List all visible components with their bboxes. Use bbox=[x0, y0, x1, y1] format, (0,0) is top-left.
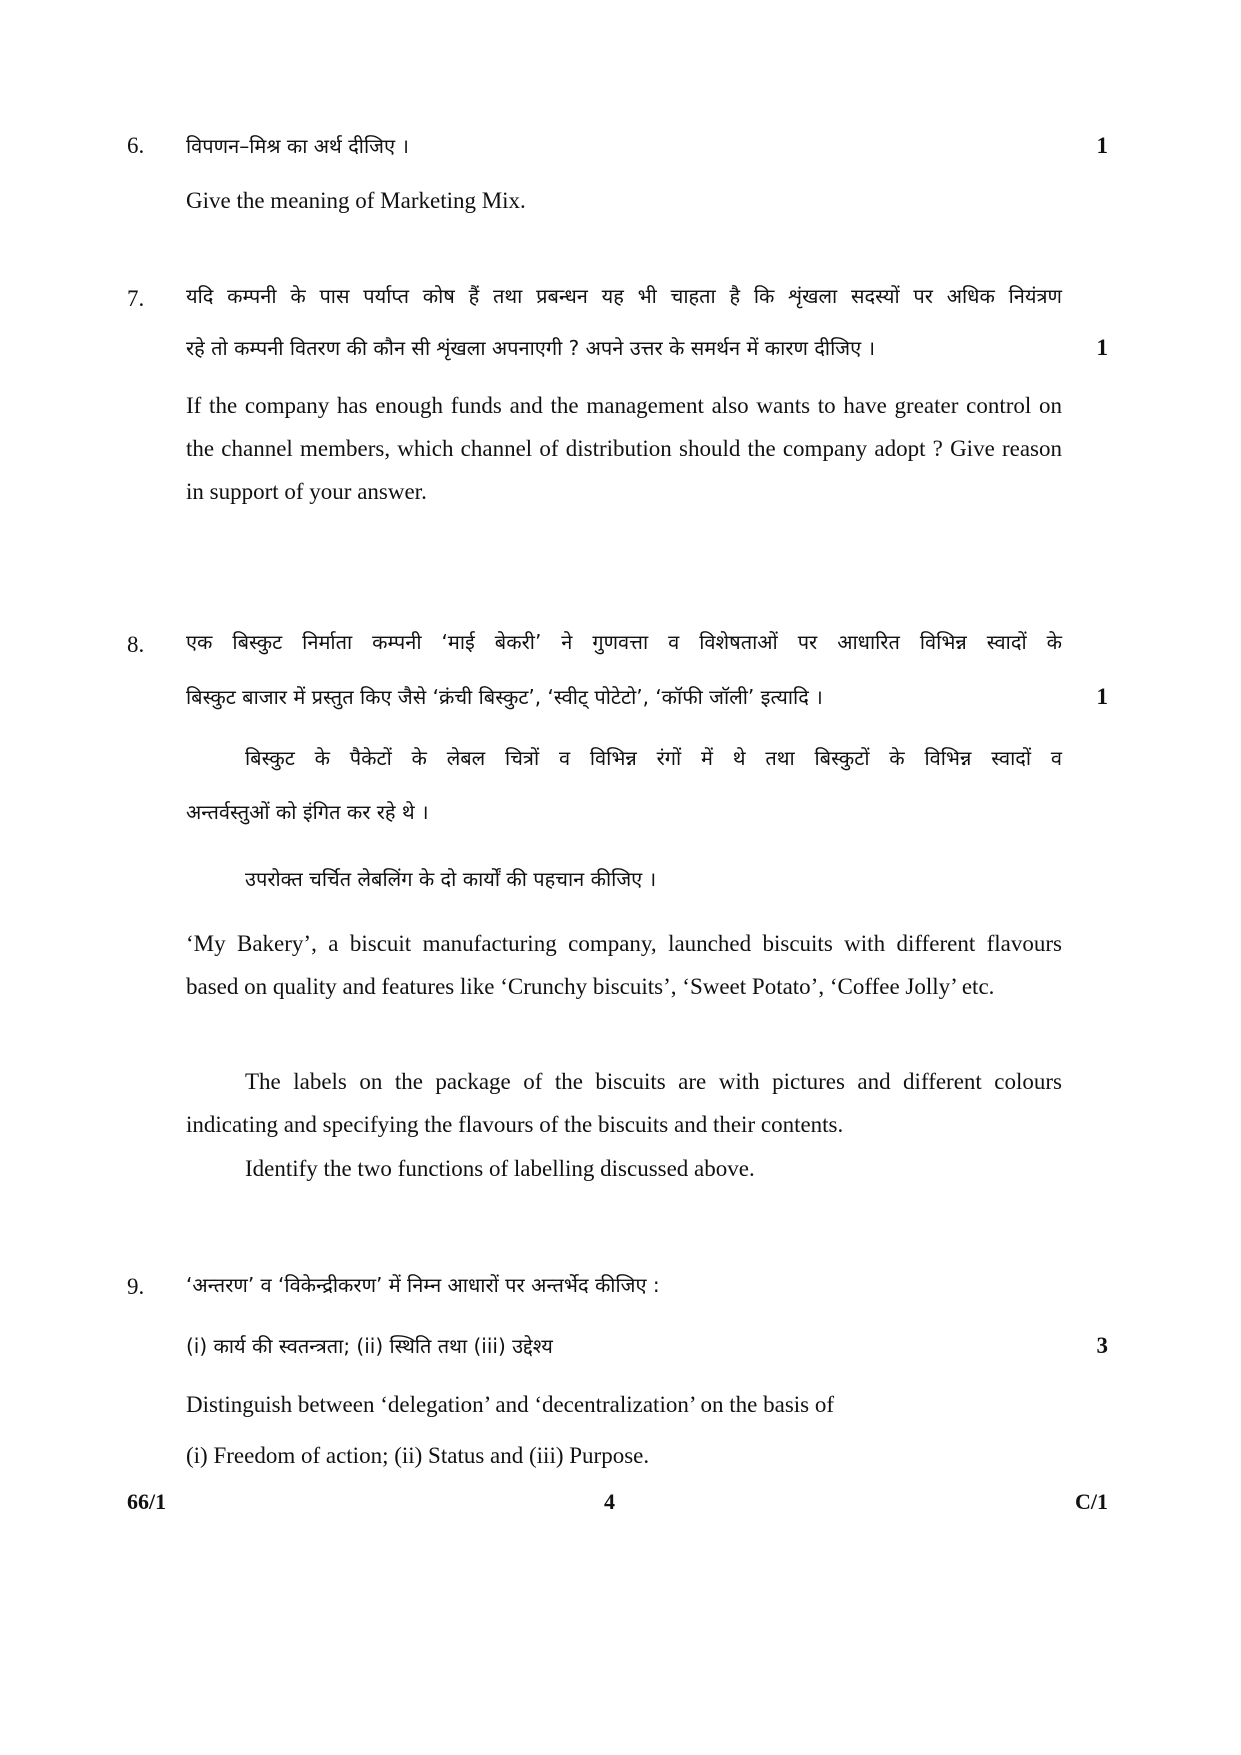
question-number: 9. bbox=[127, 1274, 145, 1299]
marks-label: 3 bbox=[1096, 1333, 1108, 1358]
question-number: 7. bbox=[127, 286, 145, 311]
marks-label: 1 bbox=[1096, 335, 1108, 360]
paper-code: 66/1 bbox=[127, 1489, 167, 1514]
question-hindi-text: विपणन–मिश्र का अर्थ दीजिए । bbox=[186, 134, 410, 158]
set-code: C/1 bbox=[1075, 1489, 1108, 1514]
question-hindi-para2-line-2: अन्तर्वस्तुओं को इंगित कर रहे थे । bbox=[186, 800, 429, 824]
question-english-para1: ‘My Bakery’, a biscuit manufacturing company, launched biscuits with different flavours based on quality and features like ‘Crunchy biscuits’, ‘Sweet Potato’, ‘Coffee Jolly’ etc. bbox=[186, 931, 1062, 999]
question-hindi-line-2: रहे तो कम्पनी वितरण की कौन सी शृंखला अपनाएगी ? अपने उत्तर के समर्थन में कारण दीजिए । bbox=[186, 336, 876, 360]
question-hindi-line-2: (i) कार्य की स्वतन्त्रता; (ii) स्थिति तथा (iii) उद्देश्य bbox=[186, 1334, 553, 1358]
question-english-para3: Identify the two functions of labelling discussed above. bbox=[245, 1156, 755, 1181]
marks-label: 1 bbox=[1096, 133, 1108, 158]
question-number: 8. bbox=[127, 632, 145, 657]
question-hindi-para3: उपरोक्त चर्चित लेबलिंग के दो कार्यों की पहचान कीजिए । bbox=[245, 867, 657, 891]
page-number: 4 bbox=[604, 1489, 615, 1514]
question-number: 6. bbox=[127, 133, 145, 158]
question-english-para2: The labels on the package of the biscuits are with pictures and different colours indicating and specifying the flavours of the biscuits and their contents. bbox=[186, 1069, 1062, 1137]
question-english-line-2: (i) Freedom of action; (ii) Status and (iii) Purpose. bbox=[186, 1443, 650, 1468]
question-hindi-line-1: एक बिस्कुट निर्माता कम्पनी ‘माई बेकरी’ ने गुणवत्ता व विशेषताओं पर आधारित विभिन्न स्वादों के bbox=[186, 630, 1062, 654]
question-hindi-line-2: बिस्कुट बाजार में प्रस्तुत किए जैसे ‘क्रंची बिस्कुट’, ‘स्वीट् पोटेटो’, ‘कॉफी जॉली’ इत्यादि । bbox=[186, 685, 823, 709]
question-hindi-line-1: यदि कम्पनी के पास पर्याप्त कोष हैं तथा प्रबन्धन यह भी चाहता है कि शृंखला सदस्यों पर अधिक नियंत्रण bbox=[186, 284, 1062, 308]
question-hindi-line-1: ‘अन्तरण’ व ‘विकेन्द्रीकरण’ में निम्न आधारों पर अन्तर्भेद कीजिए : bbox=[186, 1273, 660, 1297]
question-english-text: Give the meaning of Marketing Mix. bbox=[186, 188, 526, 213]
question-english-line-1: Distinguish between ‘delegation’ and ‘decentralization’ on the basis of bbox=[186, 1392, 835, 1417]
question-hindi-para2-line-1: बिस्कुट के पैकेटों के लेबल चित्रों व विभिन्न रंगों में थे तथा बिस्कुटों के विभिन्न स्वादों व bbox=[245, 746, 1062, 770]
marks-label: 1 bbox=[1096, 684, 1108, 709]
question-english-text: If the company has enough funds and the management also wants to have greater control on the channel members, which channel of distribution should the company adopt ? Give reason in support of your answer. bbox=[186, 393, 1062, 504]
